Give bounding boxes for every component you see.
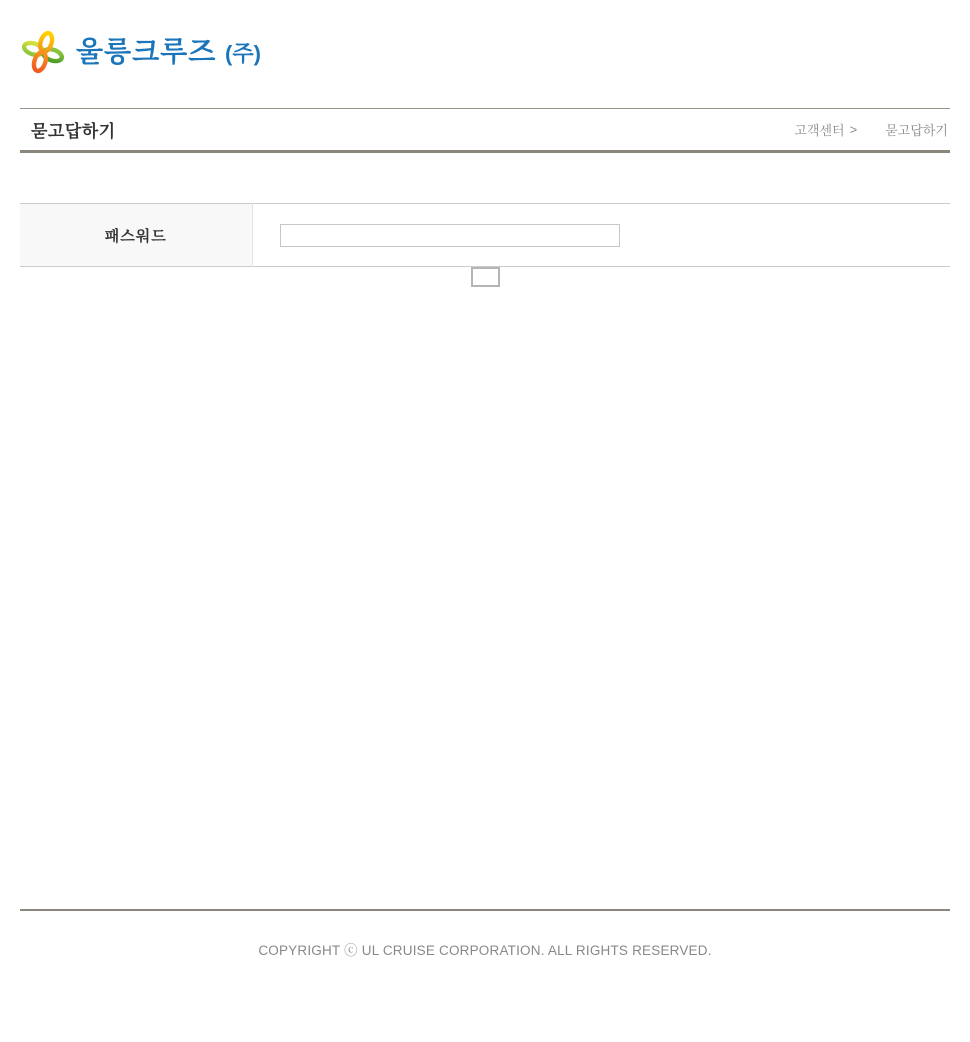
password-form-table <box>20 203 950 267</box>
submit-row <box>20 267 950 287</box>
logo-company-name: 울릉크루즈 <box>76 36 217 67</box>
password-cell <box>252 204 950 267</box>
logo-company-suffix: (주) <box>225 41 261 66</box>
title-bar <box>20 108 950 153</box>
empty-content-area <box>0 287 970 909</box>
site-header <box>0 0 970 108</box>
breadcrumb-current: 묻고답하기 <box>885 123 948 138</box>
logo-text <box>76 38 261 66</box>
submit-button[interactable] <box>471 267 500 287</box>
copyright-text: COPYRIGHT ⓒ UL CRUISE CORPORATION. ALL RIGHTS RESERVED. <box>258 943 712 958</box>
breadcrumb-separator: > <box>849 122 858 137</box>
logo-link[interactable] <box>22 28 261 76</box>
table-row <box>20 204 950 267</box>
password-label: 패스워드 <box>20 204 252 267</box>
breadcrumb-parent-link[interactable]: 고객센터 <box>794 123 845 138</box>
password-input[interactable] <box>280 224 620 247</box>
site-footer <box>20 909 950 1042</box>
page-title: 묻고답하기 <box>31 122 116 141</box>
pinwheel-flower-icon <box>22 28 64 76</box>
breadcrumb <box>794 120 948 139</box>
